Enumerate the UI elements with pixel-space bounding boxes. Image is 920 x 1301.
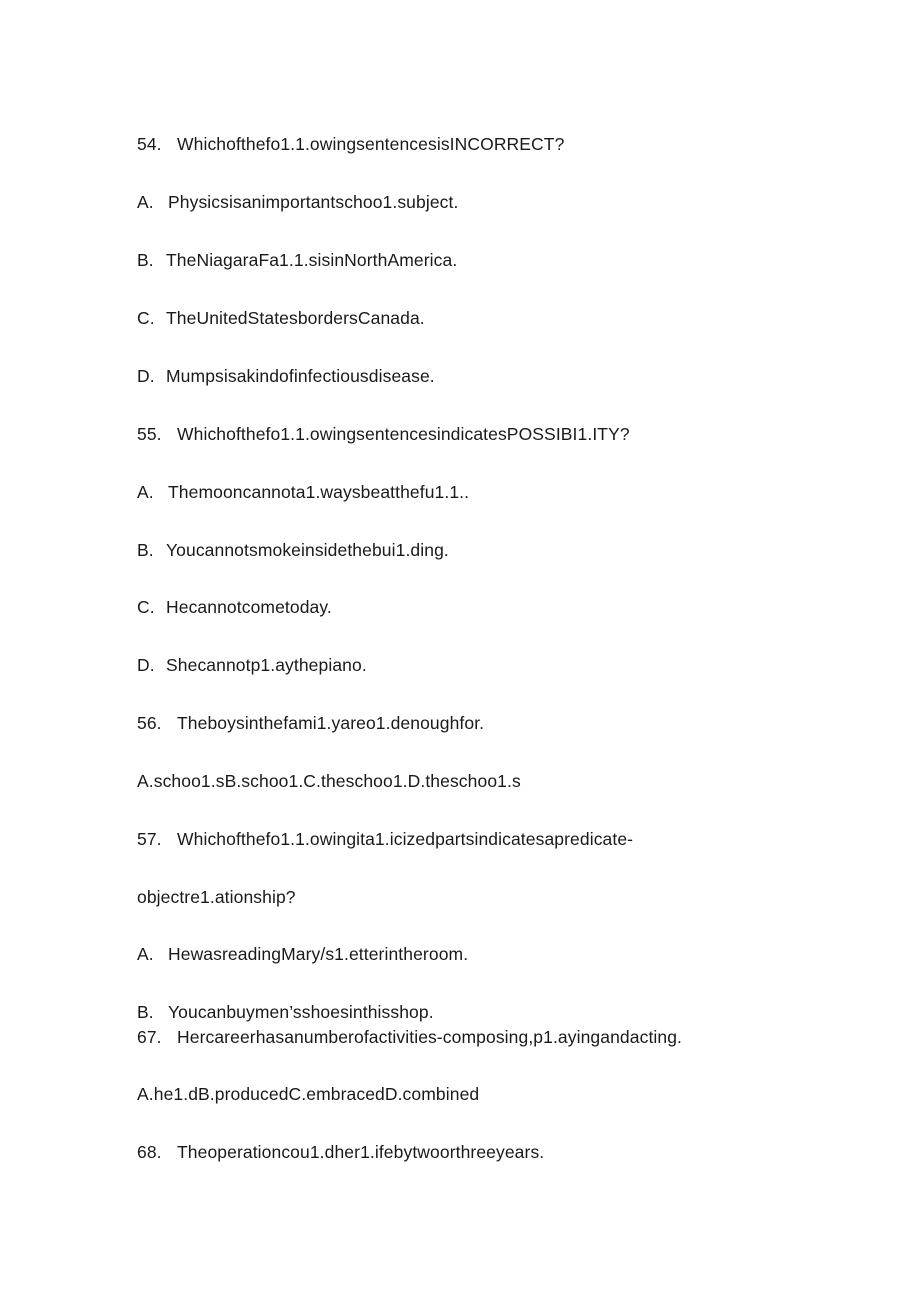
question-number: 67. [137,1027,162,1047]
question-number: 68. [137,1142,162,1162]
option-text: TheUnitedStatesbordersCanada. [166,308,425,328]
question-text: Hercareerhasanumberofactivities-composing,p1.ayingandacting. [177,1027,683,1047]
question-number: 57. [137,829,162,849]
option-c [137,596,332,618]
option-text: Physicsisanimportantschoo1.subject. [168,192,459,212]
option-text: Themooncannota1.waysbeatthefu1.1.. [168,482,470,502]
question-number: 54. [137,134,162,154]
question-text: Whichofthefo1.1.owingsentencesisINCORRECT? [177,134,565,154]
option-letter: A. [137,482,154,502]
option-letter: B. [137,250,154,270]
option-letter: C. [137,597,155,617]
option-letter: D. [137,366,155,386]
options-line: A.schoo1.sB.schoo1.C.theschoo1.D.theschoo1.s [137,771,521,791]
option-a [137,481,469,503]
question-54 [137,133,564,155]
option-a [137,943,468,965]
option-text: Mumpsisakindofinfectiousdisease. [166,366,435,386]
option-letter: C. [137,308,155,328]
option-letter: D. [137,655,155,675]
question-number: 56. [137,713,162,733]
option-letter: A. [137,944,154,964]
option-text: TheNiagaraFa1.1.sisinNorthAmerica. [166,250,458,270]
question-text: Theoperationcou1.dher1.ifebytwoorthreeyears. [177,1142,545,1162]
option-text: Youcanbuymen’sshoesinthisshop. [168,1002,434,1022]
option-b [137,539,449,561]
option-text: Hecannotcometoday. [166,597,332,617]
option-a [137,191,458,213]
option-text: HewasreadingMary/s1.etterintheroom. [168,944,469,964]
question-67 [137,1026,682,1048]
question-68 [137,1141,544,1163]
option-letter: B. [137,540,154,560]
question-text-continued: objectre1.ationship? [137,887,296,907]
option-d [137,654,367,676]
question-text: Whichofthefo1.1.owingsentencesindicatesPOSSIBI1.ITY? [177,424,630,444]
options-line: A.he1.dB.producedC.embracedD.combined [137,1084,480,1104]
question-text: Theboysinthefami1.yareo1.denoughfor. [177,713,485,733]
question-57 [137,828,633,850]
option-c [137,307,425,329]
option-b [137,249,457,271]
question-56 [137,712,484,734]
option-d [137,365,435,387]
option-text: Shecannotp1.aythepiano. [166,655,367,675]
option-letter: A. [137,192,154,212]
option-letter: B. [137,1002,154,1022]
question-55 [137,423,630,445]
question-number: 55. [137,424,162,444]
option-text: Youcannotsmokeinsidethebui1.ding. [166,540,449,560]
option-b [137,1001,434,1023]
question-text: Whichofthefo1.1.owingita1.icizedpartsindicatesapredicate- [177,829,634,849]
